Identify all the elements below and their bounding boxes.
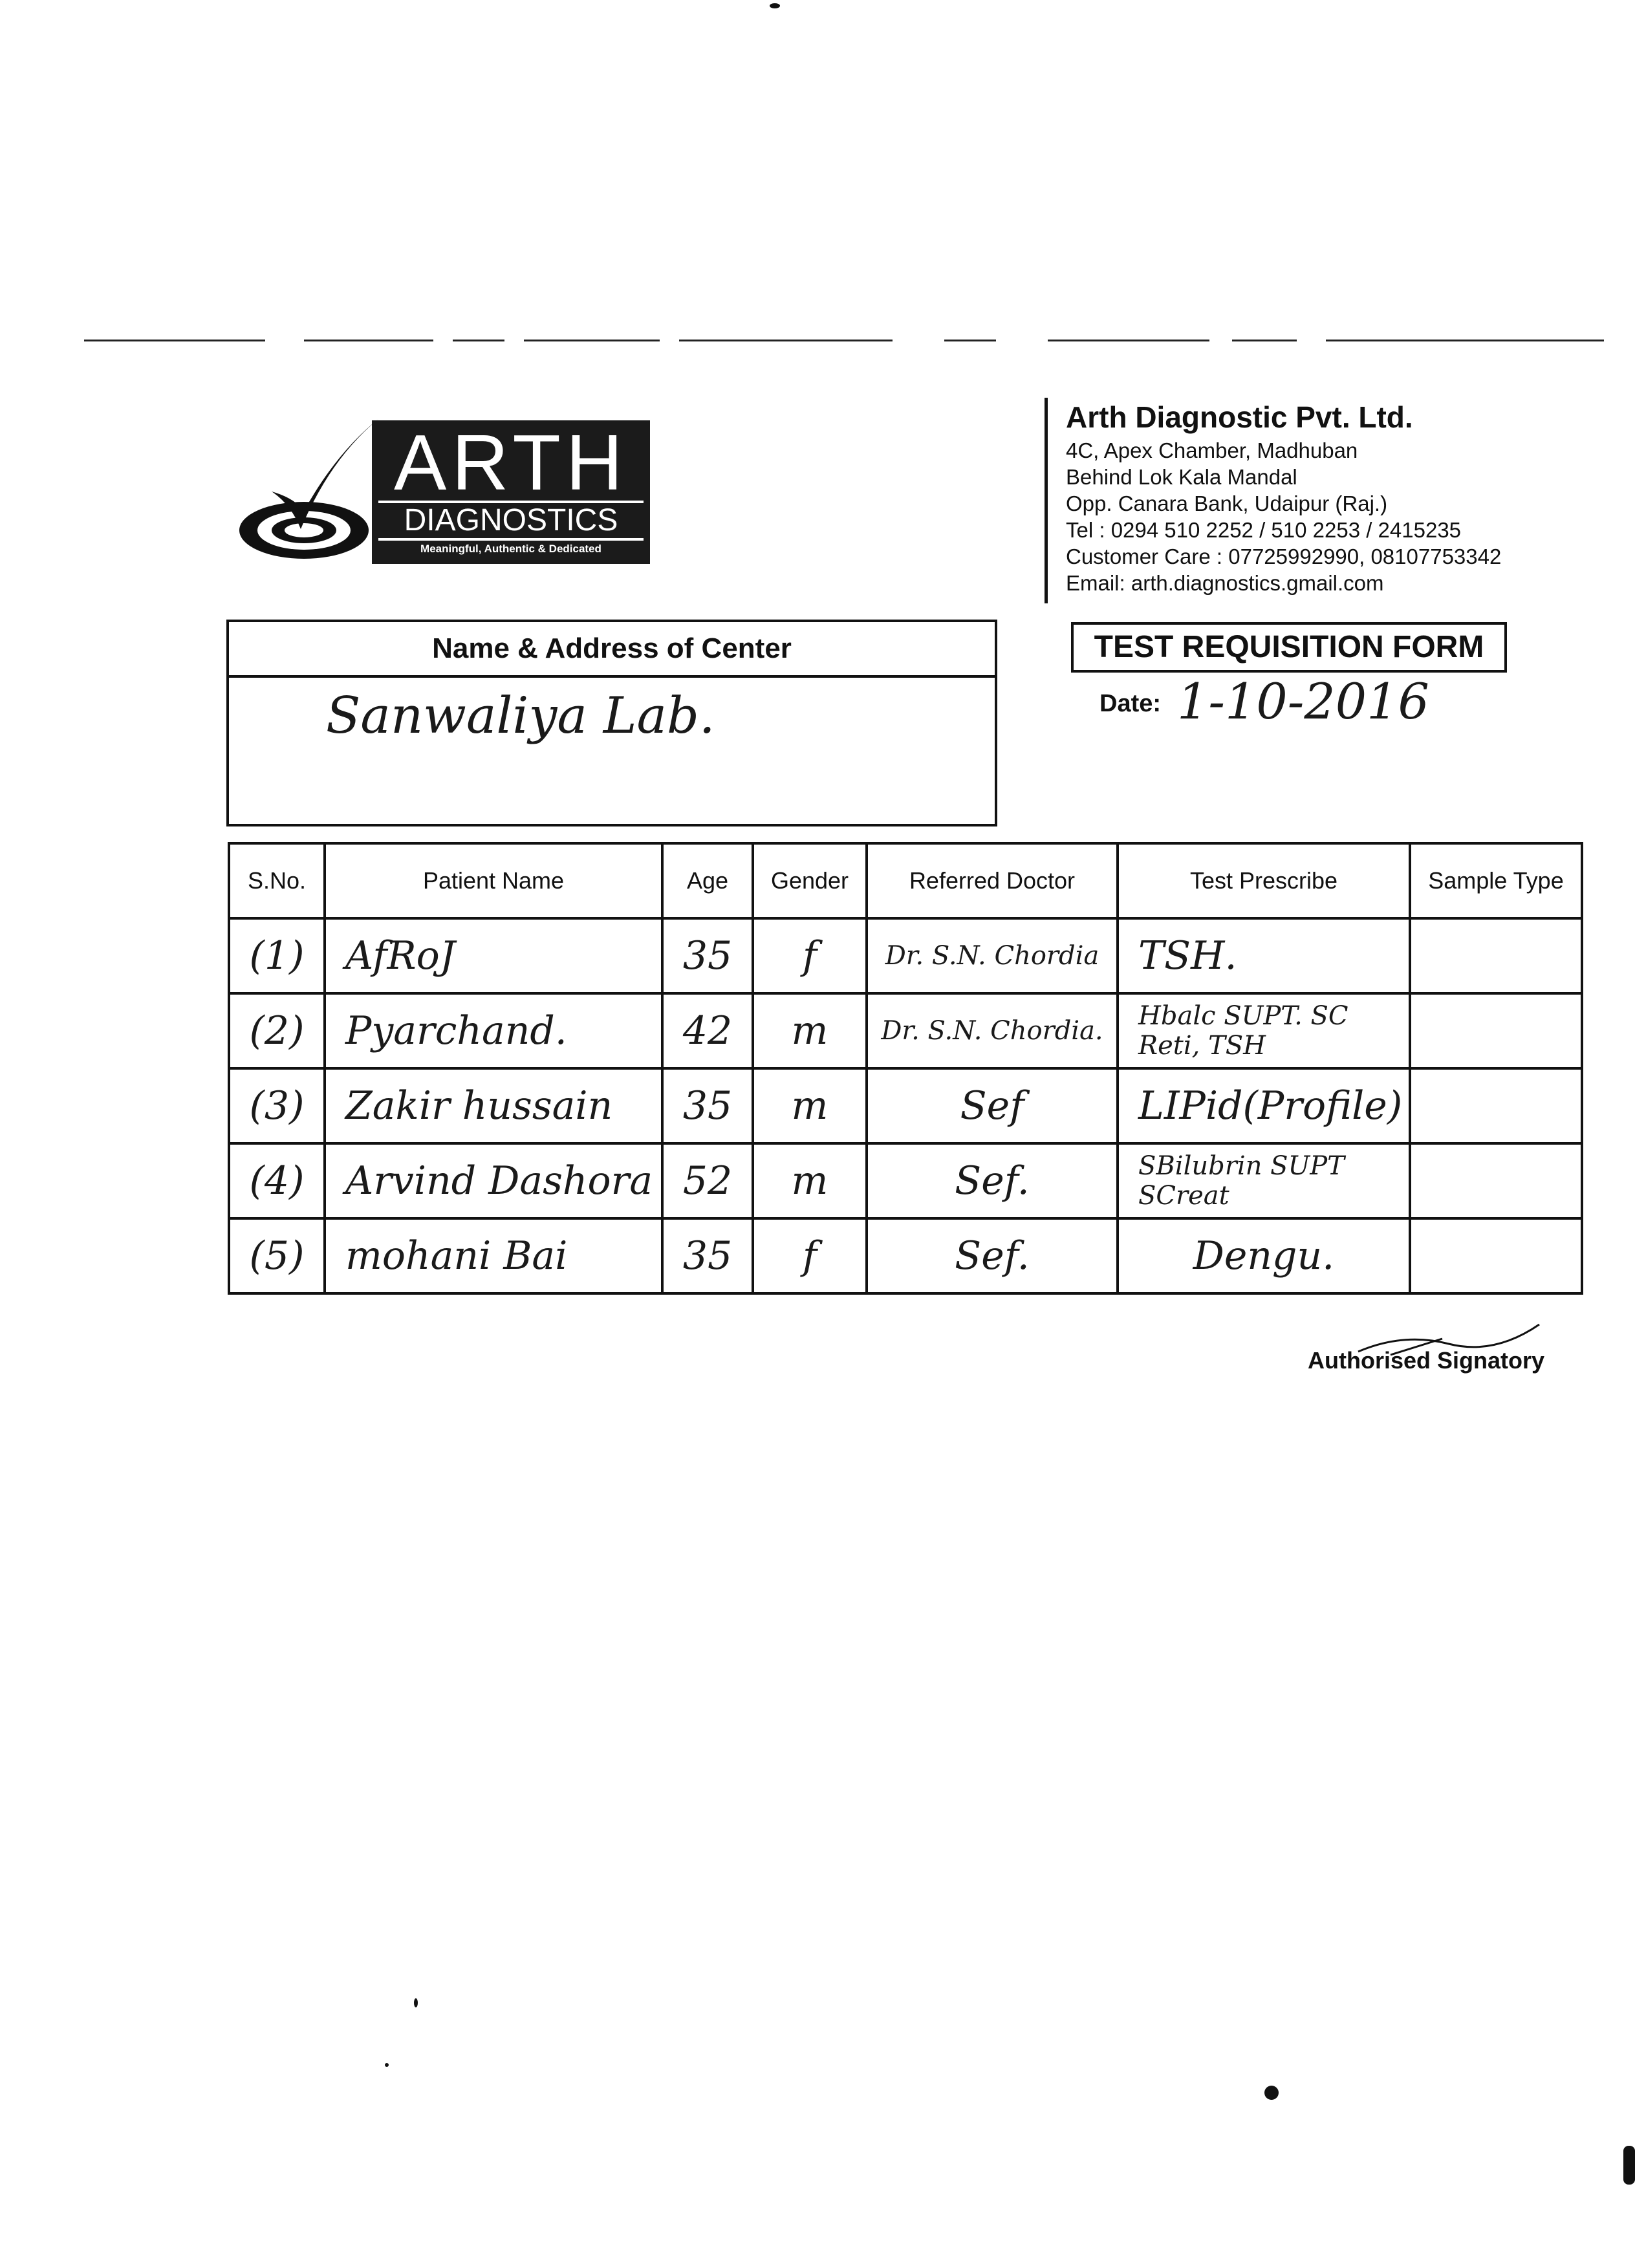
cell-sno: (1) <box>229 918 325 993</box>
cell-referred-doctor: Sef. <box>867 1143 1118 1218</box>
scan-speck <box>1264 2086 1279 2100</box>
logo-brand: ARTH <box>394 418 628 506</box>
company-name: Arth Diagnostic Pvt. Ltd. <box>1066 400 1413 434</box>
top-rule-segment <box>304 340 433 341</box>
target-check-icon <box>233 414 388 569</box>
table-row <box>229 918 1582 993</box>
cell-sample <box>1410 1218 1582 1293</box>
logo <box>372 420 650 564</box>
top-rule-segment <box>679 340 893 341</box>
cell-sno: (4) <box>229 1143 325 1218</box>
table-row <box>229 1143 1582 1218</box>
scan-speck <box>770 3 780 8</box>
header-age: Age <box>662 843 753 918</box>
cell-gender: m <box>753 1143 867 1218</box>
company-tel: Tel : 0294 510 2252 / 510 2253 / 2415235 <box>1066 518 1462 542</box>
table-row <box>229 993 1582 1068</box>
scan-speck <box>414 1998 418 2007</box>
table-header-row <box>229 843 1582 918</box>
cell-test: Dengu. <box>1118 1218 1410 1293</box>
patient-table <box>228 842 1583 1295</box>
form-title: TEST REQUISITION FORM <box>1071 622 1507 673</box>
cell-gender: f <box>753 918 867 993</box>
scan-speck <box>1623 2146 1635 2185</box>
cell-referred-doctor: Sef <box>867 1068 1118 1143</box>
authorised-signatory: Authorised Signatory <box>1308 1347 1545 1374</box>
cell-sno: (5) <box>229 1218 325 1293</box>
cell-sno: (3) <box>229 1068 325 1143</box>
company-email: Email: arth.diagnostics.gmail.com <box>1066 571 1384 595</box>
cell-age: 52 <box>662 1143 753 1218</box>
company-divider <box>1045 398 1048 603</box>
header-gender: Gender <box>753 843 867 918</box>
top-rule-segment <box>1048 340 1209 341</box>
header-sno: S.No. <box>229 843 325 918</box>
top-rule-segment <box>84 340 265 341</box>
top-rule-segment <box>1326 340 1604 341</box>
cell-gender: f <box>753 1218 867 1293</box>
cell-test: SBilubrin SUPT SCreat <box>1118 1143 1410 1218</box>
company-address-line: Behind Lok Kala Mandal <box>1066 465 1297 489</box>
table-row <box>229 1218 1582 1293</box>
top-rule-segment <box>944 340 996 341</box>
company-info <box>1066 400 1622 596</box>
date-value: 1-10-2016 <box>1177 673 1429 730</box>
date-label: Date: <box>1099 690 1162 717</box>
cell-referred-doctor: Sef. <box>867 1218 1118 1293</box>
cell-gender: m <box>753 1068 867 1143</box>
header-referred-doctor: Referred Doctor <box>867 843 1118 918</box>
top-rule-segment <box>1232 340 1297 341</box>
header-sample-type: Sample Type <box>1410 843 1582 918</box>
company-address-line: 4C, Apex Chamber, Madhuban <box>1066 438 1358 462</box>
header-test-prescribe: Test Prescribe <box>1118 843 1410 918</box>
cell-patient-name: Arvind Dashora <box>325 1143 662 1218</box>
cell-age: 35 <box>662 1218 753 1293</box>
cell-test: TSH. <box>1118 918 1410 993</box>
cell-sample <box>1410 993 1582 1068</box>
company-customer-care: Customer Care : 07725992990, 08107753342 <box>1066 545 1502 568</box>
logo-tagline: Meaningful, Authentic & Dedicated <box>420 543 601 555</box>
cell-test: Hbalc SUPT. SC Reti, TSH <box>1118 993 1410 1068</box>
header-patient-name: Patient Name <box>325 843 662 918</box>
cell-referred-doctor: Dr. S.N. Chordia <box>867 918 1118 993</box>
company-address-line: Opp. Canara Bank, Udaipur (Raj.) <box>1066 491 1388 515</box>
scan-speck <box>385 2063 389 2067</box>
cell-age: 35 <box>662 1068 753 1143</box>
center-box <box>226 620 997 826</box>
cell-patient-name: AfRoJ <box>325 918 662 993</box>
top-rule-segment <box>453 340 504 341</box>
cell-gender: m <box>753 993 867 1068</box>
cell-patient-name: Pyarchand. <box>325 993 662 1068</box>
cell-referred-doctor: Dr. S.N. Chordia. <box>867 993 1118 1068</box>
center-name: Sanwaliya Lab. <box>326 687 715 745</box>
cell-sample <box>1410 918 1582 993</box>
top-rule-segment <box>524 340 660 341</box>
cell-age: 42 <box>662 993 753 1068</box>
cell-sno: (2) <box>229 993 325 1068</box>
cell-patient-name: mohani Bai <box>325 1218 662 1293</box>
cell-sample <box>1410 1143 1582 1218</box>
cell-patient-name: Zakir hussain <box>325 1068 662 1143</box>
center-heading: Name & Address of Center <box>229 622 995 678</box>
cell-test: LIPid(Profile) <box>1118 1068 1410 1143</box>
cell-sample <box>1410 1068 1582 1143</box>
table-row <box>229 1068 1582 1143</box>
logo-sub: DIAGNOSTICS <box>378 501 644 541</box>
cell-age: 35 <box>662 918 753 993</box>
